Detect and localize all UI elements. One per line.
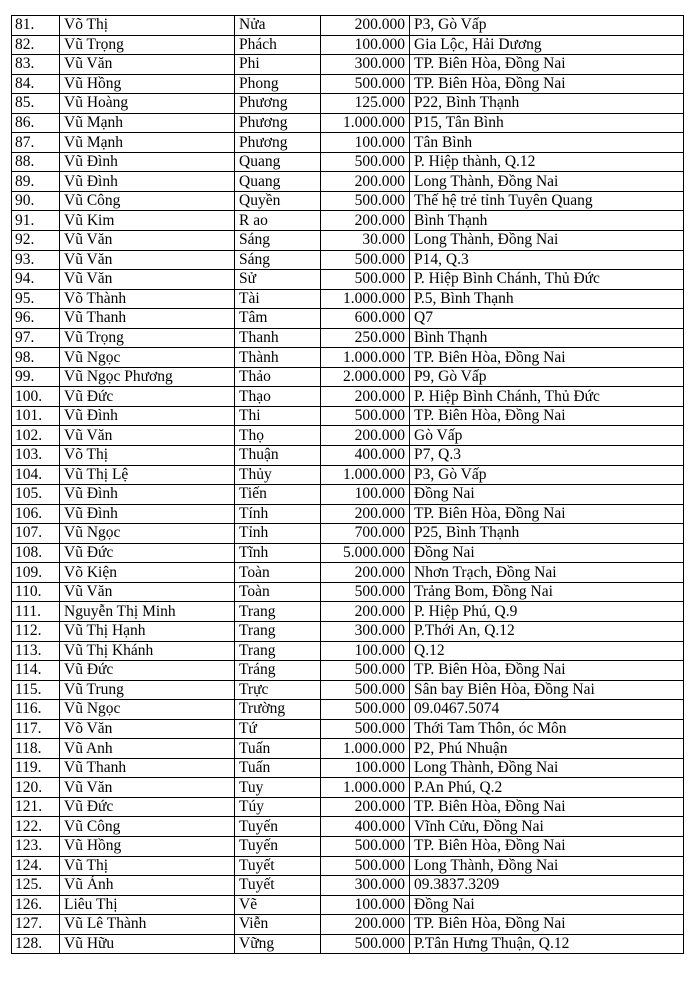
- table-row: [12, 35, 684, 55]
- amount-cell: 600.000: [321, 309, 410, 329]
- row-number: 114.: [12, 661, 60, 681]
- row-number: 89.: [12, 172, 60, 192]
- row-number: 119.: [12, 758, 60, 778]
- amount-cell: 300.000: [321, 621, 410, 641]
- given-name-cell: Trang: [235, 641, 321, 661]
- row-number: 81.: [12, 16, 60, 36]
- address-cell: Đồng Nai: [410, 485, 684, 505]
- address-cell: Thế hệ trẻ tỉnh Tuyên Quang: [410, 191, 684, 211]
- given-name-cell: Tuấn: [235, 758, 321, 778]
- row-number: 103.: [12, 446, 60, 466]
- surname-cell: Vũ Văn: [60, 426, 235, 446]
- row-number: 95.: [12, 289, 60, 309]
- table-row: [12, 94, 684, 114]
- row-number: 85.: [12, 94, 60, 114]
- address-cell: P14, Q.3: [410, 250, 684, 270]
- surname-cell: Vũ Đình: [60, 172, 235, 192]
- row-number: 82.: [12, 35, 60, 55]
- surname-cell: Vũ Công: [60, 817, 235, 837]
- given-name-cell: Thủy: [235, 465, 321, 485]
- table-row: [12, 16, 684, 36]
- surname-cell: Vũ Ngọc: [60, 348, 235, 368]
- table-row: [12, 621, 684, 641]
- address-cell: Vĩnh Cửu, Đồng Nai: [410, 817, 684, 837]
- row-number: 117.: [12, 719, 60, 739]
- table-row: [12, 270, 684, 290]
- amount-cell: 200.000: [321, 504, 410, 524]
- address-cell: P.Thới An, Q.12: [410, 621, 684, 641]
- given-name-cell: Viễn: [235, 915, 321, 935]
- amount-cell: 400.000: [321, 817, 410, 837]
- table-row: [12, 582, 684, 602]
- address-cell: P7, Q.3: [410, 446, 684, 466]
- given-name-cell: Thành: [235, 348, 321, 368]
- address-cell: Long Thành, Đồng Nai: [410, 231, 684, 251]
- surname-cell: Vũ Hữu: [60, 934, 235, 954]
- surname-cell: Vũ Trọng: [60, 35, 235, 55]
- table-row: [12, 113, 684, 133]
- surname-cell: Võ Thị: [60, 16, 235, 36]
- surname-cell: Vũ Lê Thành: [60, 915, 235, 935]
- given-name-cell: Phương: [235, 113, 321, 133]
- surname-cell: Vũ Hoàng: [60, 94, 235, 114]
- given-name-cell: Sáng: [235, 250, 321, 270]
- table-row: [12, 406, 684, 426]
- table-row: [12, 74, 684, 94]
- table-row: [12, 446, 684, 466]
- amount-cell: 1.000.000: [321, 739, 410, 759]
- row-number: 98.: [12, 348, 60, 368]
- row-number: 92.: [12, 231, 60, 251]
- address-cell: P9, Gò Vấp: [410, 367, 684, 387]
- amount-cell: 200.000: [321, 797, 410, 817]
- surname-cell: Vũ Công: [60, 191, 235, 211]
- row-number: 113.: [12, 641, 60, 661]
- row-number: 122.: [12, 817, 60, 837]
- row-number: 94.: [12, 270, 60, 290]
- amount-cell: 1.000.000: [321, 465, 410, 485]
- table-row: [12, 700, 684, 720]
- row-number: 102.: [12, 426, 60, 446]
- amount-cell: 100.000: [321, 133, 410, 153]
- address-cell: P. Hiệp thành, Q.12: [410, 152, 684, 172]
- surname-cell: Vũ Trọng: [60, 328, 235, 348]
- surname-cell: Vũ Mạnh: [60, 133, 235, 153]
- table-row: [12, 876, 684, 896]
- given-name-cell: Trực: [235, 680, 321, 700]
- surname-cell: Vũ Đức: [60, 543, 235, 563]
- given-name-cell: Trang: [235, 621, 321, 641]
- address-cell: Tân Bình: [410, 133, 684, 153]
- table-row: [12, 680, 684, 700]
- amount-cell: 500.000: [321, 152, 410, 172]
- address-cell: P22, Bình Thạnh: [410, 94, 684, 114]
- address-cell: TP. Biên Hòa, Đồng Nai: [410, 836, 684, 856]
- amount-cell: 500.000: [321, 270, 410, 290]
- given-name-cell: Tài: [235, 289, 321, 309]
- given-name-cell: Tĩnh: [235, 543, 321, 563]
- surname-cell: Võ Kiện: [60, 563, 235, 583]
- given-name-cell: Tuyến: [235, 836, 321, 856]
- given-name-cell: Trang: [235, 602, 321, 622]
- row-number: 93.: [12, 250, 60, 270]
- table-row: [12, 719, 684, 739]
- table-row: [12, 485, 684, 505]
- given-name-cell: Phương: [235, 94, 321, 114]
- table-row: [12, 211, 684, 231]
- surname-cell: Vũ Thanh: [60, 758, 235, 778]
- table-row: [12, 309, 684, 329]
- table-row: [12, 817, 684, 837]
- given-name-cell: Phách: [235, 35, 321, 55]
- surname-cell: Vũ Thị Hạnh: [60, 621, 235, 641]
- amount-cell: 1.000.000: [321, 348, 410, 368]
- given-name-cell: Vẽ: [235, 895, 321, 915]
- row-number: 99.: [12, 367, 60, 387]
- table-row: [12, 133, 684, 153]
- table-row: [12, 387, 684, 407]
- address-cell: TP. Biên Hòa, Đồng Nai: [410, 55, 684, 75]
- row-number: 107.: [12, 524, 60, 544]
- surname-cell: Vũ Đình: [60, 152, 235, 172]
- row-number: 96.: [12, 309, 60, 329]
- address-cell: P.Tân Hưng Thuận, Q.12: [410, 934, 684, 954]
- table-row: [12, 289, 684, 309]
- amount-cell: 2.000.000: [321, 367, 410, 387]
- amount-cell: 200.000: [321, 387, 410, 407]
- address-cell: Sân bay Biên Hòa, Đồng Nai: [410, 680, 684, 700]
- amount-cell: 200.000: [321, 211, 410, 231]
- amount-cell: 200.000: [321, 602, 410, 622]
- surname-cell: Vũ Thị Khánh: [60, 641, 235, 661]
- amount-cell: 1.000.000: [321, 778, 410, 798]
- surname-cell: Vũ Thị Lệ: [60, 465, 235, 485]
- surname-cell: Võ Văn: [60, 719, 235, 739]
- table-row: [12, 739, 684, 759]
- surname-cell: Vũ Hồng: [60, 836, 235, 856]
- donor-table-body: [12, 16, 684, 954]
- row-number: 111.: [12, 602, 60, 622]
- amount-cell: 500.000: [321, 836, 410, 856]
- table-row: [12, 758, 684, 778]
- address-cell: P3, Gò Vấp: [410, 16, 684, 36]
- given-name-cell: Quang: [235, 152, 321, 172]
- given-name-cell: Thọ: [235, 426, 321, 446]
- address-cell: P25, Bình Thạnh: [410, 524, 684, 544]
- surname-cell: Vũ Mạnh: [60, 113, 235, 133]
- given-name-cell: Tứ: [235, 719, 321, 739]
- amount-cell: 300.000: [321, 876, 410, 896]
- given-name-cell: Trường: [235, 700, 321, 720]
- address-cell: P2, Phú Nhuận: [410, 739, 684, 759]
- given-name-cell: Toàn: [235, 582, 321, 602]
- address-cell: Thới Tam Thôn, óc Môn: [410, 719, 684, 739]
- table-row: [12, 524, 684, 544]
- table-row: [12, 915, 684, 935]
- table-row: [12, 172, 684, 192]
- given-name-cell: Tỉnh: [235, 524, 321, 544]
- row-number: 118.: [12, 739, 60, 759]
- amount-cell: 500.000: [321, 719, 410, 739]
- given-name-cell: Vững: [235, 934, 321, 954]
- table-row: [12, 367, 684, 387]
- table-row: [12, 661, 684, 681]
- surname-cell: Vũ Đình: [60, 485, 235, 505]
- amount-cell: 125.000: [321, 94, 410, 114]
- table-row: [12, 836, 684, 856]
- row-number: 91.: [12, 211, 60, 231]
- given-name-cell: Quang: [235, 172, 321, 192]
- surname-cell: Võ Thành: [60, 289, 235, 309]
- given-name-cell: Quyền: [235, 191, 321, 211]
- row-number: 86.: [12, 113, 60, 133]
- row-number: 125.: [12, 876, 60, 896]
- given-name-cell: Phong: [235, 74, 321, 94]
- address-cell: P.5, Bình Thạnh: [410, 289, 684, 309]
- row-number: 105.: [12, 485, 60, 505]
- row-number: 84.: [12, 74, 60, 94]
- surname-cell: Vũ Đức: [60, 387, 235, 407]
- table-row: [12, 563, 684, 583]
- address-cell: Q7: [410, 309, 684, 329]
- address-cell: 09.0467.5074: [410, 700, 684, 720]
- surname-cell: Vũ Ngọc: [60, 700, 235, 720]
- surname-cell: Vũ Ánh: [60, 876, 235, 896]
- address-cell: Đồng Nai: [410, 895, 684, 915]
- amount-cell: 500.000: [321, 661, 410, 681]
- row-number: 110.: [12, 582, 60, 602]
- table-row: [12, 778, 684, 798]
- given-name-cell: Tâm: [235, 309, 321, 329]
- amount-cell: 200.000: [321, 172, 410, 192]
- row-number: 90.: [12, 191, 60, 211]
- amount-cell: 500.000: [321, 582, 410, 602]
- address-cell: Nhơn Trạch, Đồng Nai: [410, 563, 684, 583]
- row-number: 123.: [12, 836, 60, 856]
- row-number: 83.: [12, 55, 60, 75]
- table-row: [12, 231, 684, 251]
- amount-cell: 100.000: [321, 758, 410, 778]
- row-number: 104.: [12, 465, 60, 485]
- amount-cell: 500.000: [321, 934, 410, 954]
- amount-cell: 500.000: [321, 191, 410, 211]
- row-number: 108.: [12, 543, 60, 563]
- amount-cell: 100.000: [321, 35, 410, 55]
- given-name-cell: Tuấn: [235, 739, 321, 759]
- amount-cell: 100.000: [321, 641, 410, 661]
- given-name-cell: Tuyến: [235, 817, 321, 837]
- given-name-cell: Sử: [235, 270, 321, 290]
- given-name-cell: Tiến: [235, 485, 321, 505]
- address-cell: Gò Vấp: [410, 426, 684, 446]
- surname-cell: Vũ Văn: [60, 778, 235, 798]
- amount-cell: 100.000: [321, 895, 410, 915]
- table-row: [12, 348, 684, 368]
- surname-cell: Vũ Trung: [60, 680, 235, 700]
- given-name-cell: Nửa: [235, 16, 321, 36]
- row-number: 100.: [12, 387, 60, 407]
- row-number: 109.: [12, 563, 60, 583]
- amount-cell: 1.000.000: [321, 113, 410, 133]
- table-row: [12, 641, 684, 661]
- row-number: 124.: [12, 856, 60, 876]
- table-row: [12, 543, 684, 563]
- amount-cell: 200.000: [321, 16, 410, 36]
- address-cell: Long Thành, Đồng Nai: [410, 758, 684, 778]
- given-name-cell: Tráng: [235, 661, 321, 681]
- amount-cell: 500.000: [321, 856, 410, 876]
- surname-cell: Võ Thị: [60, 446, 235, 466]
- address-cell: 09.3837.3209: [410, 876, 684, 896]
- table-row: [12, 426, 684, 446]
- table-row: [12, 191, 684, 211]
- surname-cell: Vũ Đức: [60, 797, 235, 817]
- donor-table: [11, 15, 684, 954]
- amount-cell: 500.000: [321, 700, 410, 720]
- address-cell: TP. Biên Hòa, Đồng Nai: [410, 74, 684, 94]
- address-cell: TP. Biên Hòa, Đồng Nai: [410, 797, 684, 817]
- row-number: 101.: [12, 406, 60, 426]
- given-name-cell: Thuận: [235, 446, 321, 466]
- row-number: 112.: [12, 621, 60, 641]
- surname-cell: Nguyễn Thị Minh: [60, 602, 235, 622]
- surname-cell: Vũ Đình: [60, 504, 235, 524]
- address-cell: Bình Thạnh: [410, 211, 684, 231]
- surname-cell: Vũ Hồng: [60, 74, 235, 94]
- address-cell: TP. Biên Hòa, Đồng Nai: [410, 661, 684, 681]
- address-cell: P. Hiệp Phú, Q.9: [410, 602, 684, 622]
- amount-cell: 100.000: [321, 485, 410, 505]
- address-cell: Q.12: [410, 641, 684, 661]
- table-row: [12, 934, 684, 954]
- row-number: 116.: [12, 700, 60, 720]
- table-row: [12, 797, 684, 817]
- table-row: [12, 465, 684, 485]
- surname-cell: Vũ Đình: [60, 406, 235, 426]
- address-cell: Long Thành, Đồng Nai: [410, 172, 684, 192]
- address-cell: TP. Biên Hòa, Đồng Nai: [410, 504, 684, 524]
- amount-cell: 500.000: [321, 74, 410, 94]
- given-name-cell: Tuy: [235, 778, 321, 798]
- table-row: [12, 602, 684, 622]
- row-number: 128.: [12, 934, 60, 954]
- address-cell: TP. Biên Hòa, Đồng Nai: [410, 915, 684, 935]
- given-name-cell: R ao: [235, 211, 321, 231]
- row-number: 127.: [12, 915, 60, 935]
- given-name-cell: Thanh: [235, 328, 321, 348]
- amount-cell: 300.000: [321, 55, 410, 75]
- surname-cell: Vũ Thị: [60, 856, 235, 876]
- amount-cell: 200.000: [321, 563, 410, 583]
- surname-cell: Vũ Ngọc: [60, 524, 235, 544]
- given-name-cell: Túy: [235, 797, 321, 817]
- address-cell: Long Thành, Đồng Nai: [410, 856, 684, 876]
- row-number: 106.: [12, 504, 60, 524]
- surname-cell: Vũ Thanh: [60, 309, 235, 329]
- table-row: [12, 250, 684, 270]
- given-name-cell: Tuyết: [235, 876, 321, 896]
- table-row: [12, 504, 684, 524]
- address-cell: P.An Phú, Q.2: [410, 778, 684, 798]
- given-name-cell: Thi: [235, 406, 321, 426]
- amount-cell: 200.000: [321, 426, 410, 446]
- row-number: 120.: [12, 778, 60, 798]
- address-cell: TP. Biên Hòa, Đồng Nai: [410, 406, 684, 426]
- amount-cell: 250.000: [321, 328, 410, 348]
- row-number: 97.: [12, 328, 60, 348]
- table-row: [12, 55, 684, 75]
- address-cell: P3, Gò Vấp: [410, 465, 684, 485]
- address-cell: Trảng Bom, Đồng Nai: [410, 582, 684, 602]
- table-row: [12, 328, 684, 348]
- given-name-cell: Thạo: [235, 387, 321, 407]
- surname-cell: Vũ Anh: [60, 739, 235, 759]
- surname-cell: Liêu Thị: [60, 895, 235, 915]
- address-cell: Đồng Nai: [410, 543, 684, 563]
- given-name-cell: Thảo: [235, 367, 321, 387]
- amount-cell: 5.000.000: [321, 543, 410, 563]
- given-name-cell: Tuyết: [235, 856, 321, 876]
- amount-cell: 200.000: [321, 915, 410, 935]
- amount-cell: 500.000: [321, 250, 410, 270]
- given-name-cell: Phương: [235, 133, 321, 153]
- amount-cell: 500.000: [321, 406, 410, 426]
- given-name-cell: Phi: [235, 55, 321, 75]
- surname-cell: Vũ Văn: [60, 582, 235, 602]
- amount-cell: 1.000.000: [321, 289, 410, 309]
- amount-cell: 30.000: [321, 231, 410, 251]
- surname-cell: Vũ Văn: [60, 270, 235, 290]
- address-cell: TP. Biên Hòa, Đồng Nai: [410, 348, 684, 368]
- given-name-cell: Sáng: [235, 231, 321, 251]
- surname-cell: Vũ Ngọc Phương: [60, 367, 235, 387]
- table-row: [12, 152, 684, 172]
- row-number: 88.: [12, 152, 60, 172]
- address-cell: P. Hiệp Bình Chánh, Thủ Đức: [410, 387, 684, 407]
- table-row: [12, 856, 684, 876]
- surname-cell: Vũ Đức: [60, 661, 235, 681]
- given-name-cell: Tính: [235, 504, 321, 524]
- amount-cell: 700.000: [321, 524, 410, 544]
- row-number: 87.: [12, 133, 60, 153]
- surname-cell: Vũ Văn: [60, 250, 235, 270]
- address-cell: P. Hiệp Bình Chánh, Thủ Đức: [410, 270, 684, 290]
- surname-cell: Vũ Văn: [60, 231, 235, 251]
- row-number: 115.: [12, 680, 60, 700]
- amount-cell: 400.000: [321, 446, 410, 466]
- surname-cell: Vũ Kim: [60, 211, 235, 231]
- surname-cell: Vũ Văn: [60, 55, 235, 75]
- address-cell: P15, Tân Bình: [410, 113, 684, 133]
- table-row: [12, 895, 684, 915]
- row-number: 126.: [12, 895, 60, 915]
- address-cell: Gia Lộc, Hải Dương: [410, 35, 684, 55]
- given-name-cell: Toàn: [235, 563, 321, 583]
- row-number: 121.: [12, 797, 60, 817]
- address-cell: Bình Thạnh: [410, 328, 684, 348]
- amount-cell: 500.000: [321, 680, 410, 700]
